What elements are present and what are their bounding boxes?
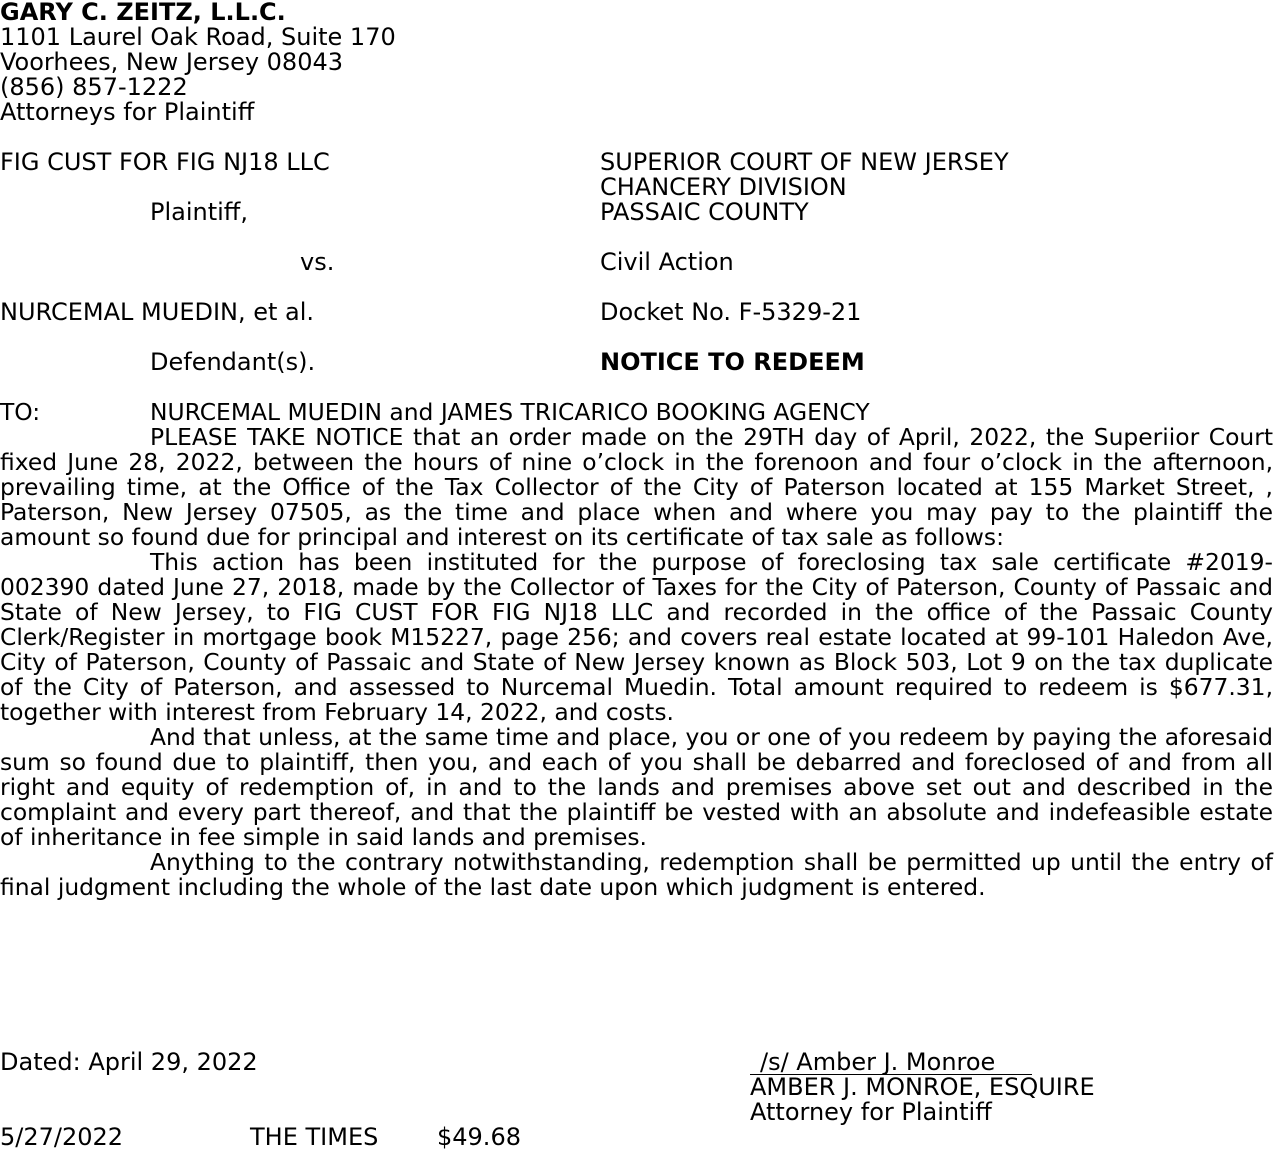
signer-role: Attorney for Plaintiff [750, 1098, 992, 1126]
notice-title: NOTICE TO REDEEM [600, 348, 865, 376]
plaintiff-label: Plaintiff, [150, 198, 248, 226]
plaintiff-name: FIG CUST FOR FIG NJ18 LLC [0, 148, 330, 176]
court-name: SUPERIOR COURT OF NEW JERSEY [600, 148, 1009, 176]
dated-line: Dated: April 29, 2022 [0, 1048, 258, 1076]
paragraph-redemption: Anything to the contrary notwithstanding, redemption shall be permitted up until the entry of final judgment including the whole of the last date upon which judgment is entered. [0, 848, 1273, 901]
publication-name: THE TIMES [250, 1123, 379, 1151]
firm-address-line1: 1101 Laurel Oak Road, Suite 170 [0, 23, 396, 51]
signer-name: AMBER J. MONROE, ESQUIRE [750, 1073, 1095, 1101]
notice-body [0, 400, 1273, 900]
action-type: Civil Action [600, 248, 734, 276]
signature-line [750, 1050, 1032, 1075]
addressee-line [0, 400, 1273, 425]
firm-header [0, 0, 396, 125]
publish-date: 5/27/2022 [0, 1123, 124, 1151]
firm-address-line2: Voorhees, New Jersey 08043 [0, 48, 344, 76]
firm-name: GARY C. ZEITZ, L.L.C. [0, 0, 286, 26]
paragraph-action: This action has been instituted for the purpose of foreclosing tax sale certificate #2019-002390 dated June 27, 2018, made by the Collector of Taxes for the City of Paterson, County of Passaic and State of New Jersey, to FIG CUST FOR FIG NJ18 LLC and recorded in the office of the Passaic County Clerk/Register in mortgage book M15227, page 256; and covers real estate located at 99-101 Haledon Ave, City of Paterson, County of Passaic and State of New Jersey known as Block 503, Lot 9 on the tax duplicate of the City of Paterson, and assessed to Nurcemal Muedin. Total amount required to redeem is $677.31, together with interest from February 14, 2022, and costs. [0, 548, 1273, 726]
signature: /s/ Amber J. Monroe [760, 1048, 996, 1076]
court-county: PASSAIC COUNTY [600, 198, 809, 226]
paragraph-notice: PLEASE TAKE NOTICE that an order made on the 29TH day of April, 2022, the Superiior Court fixed June 28, 2022, between the hours of nine o’clock in the forenoon and four o’clock in the afternoon, prevailing time, at the Office of the Tax Collector of the City of Paterson located at 155 Market Street, , Paterson, New Jersey 07505, as the time and place when and where you may pay to the plaintiff the amount so found due for principal and interest on its certificate of tax sale as follows: [0, 423, 1273, 551]
paragraph-foreclosure: And that unless, at the same time and place, you or one of you redeem by paying the aforesaid sum so found due to plaintiff, then you, and each of you shall be debarred and foreclosed of and from all right and equity of redemption of, in and to the lands and premises above set out and described in the complaint and every part thereof, and that the plaintiff be vested with an absolute and indefeasible estate of inheritance in fee simple in said lands and premises. [0, 723, 1273, 851]
defendant-name: NURCEMAL MUEDIN, et al. [0, 298, 315, 326]
firm-phone: (856) 857-1222 [0, 73, 188, 101]
to-label: TO: [0, 398, 41, 426]
docket-number: Docket No. F-5329-21 [600, 298, 862, 326]
addressee-names: NURCEMAL MUEDIN and JAMES TRICARICO BOOKING AGENCY [150, 398, 870, 426]
firm-role: Attorneys for Plaintiff [0, 98, 255, 126]
versus-label: vs. [300, 248, 335, 276]
defendant-label: Defendant(s). [150, 348, 316, 376]
court-division: CHANCERY DIVISION [600, 173, 847, 201]
publication-price: $49.68 [437, 1123, 521, 1151]
